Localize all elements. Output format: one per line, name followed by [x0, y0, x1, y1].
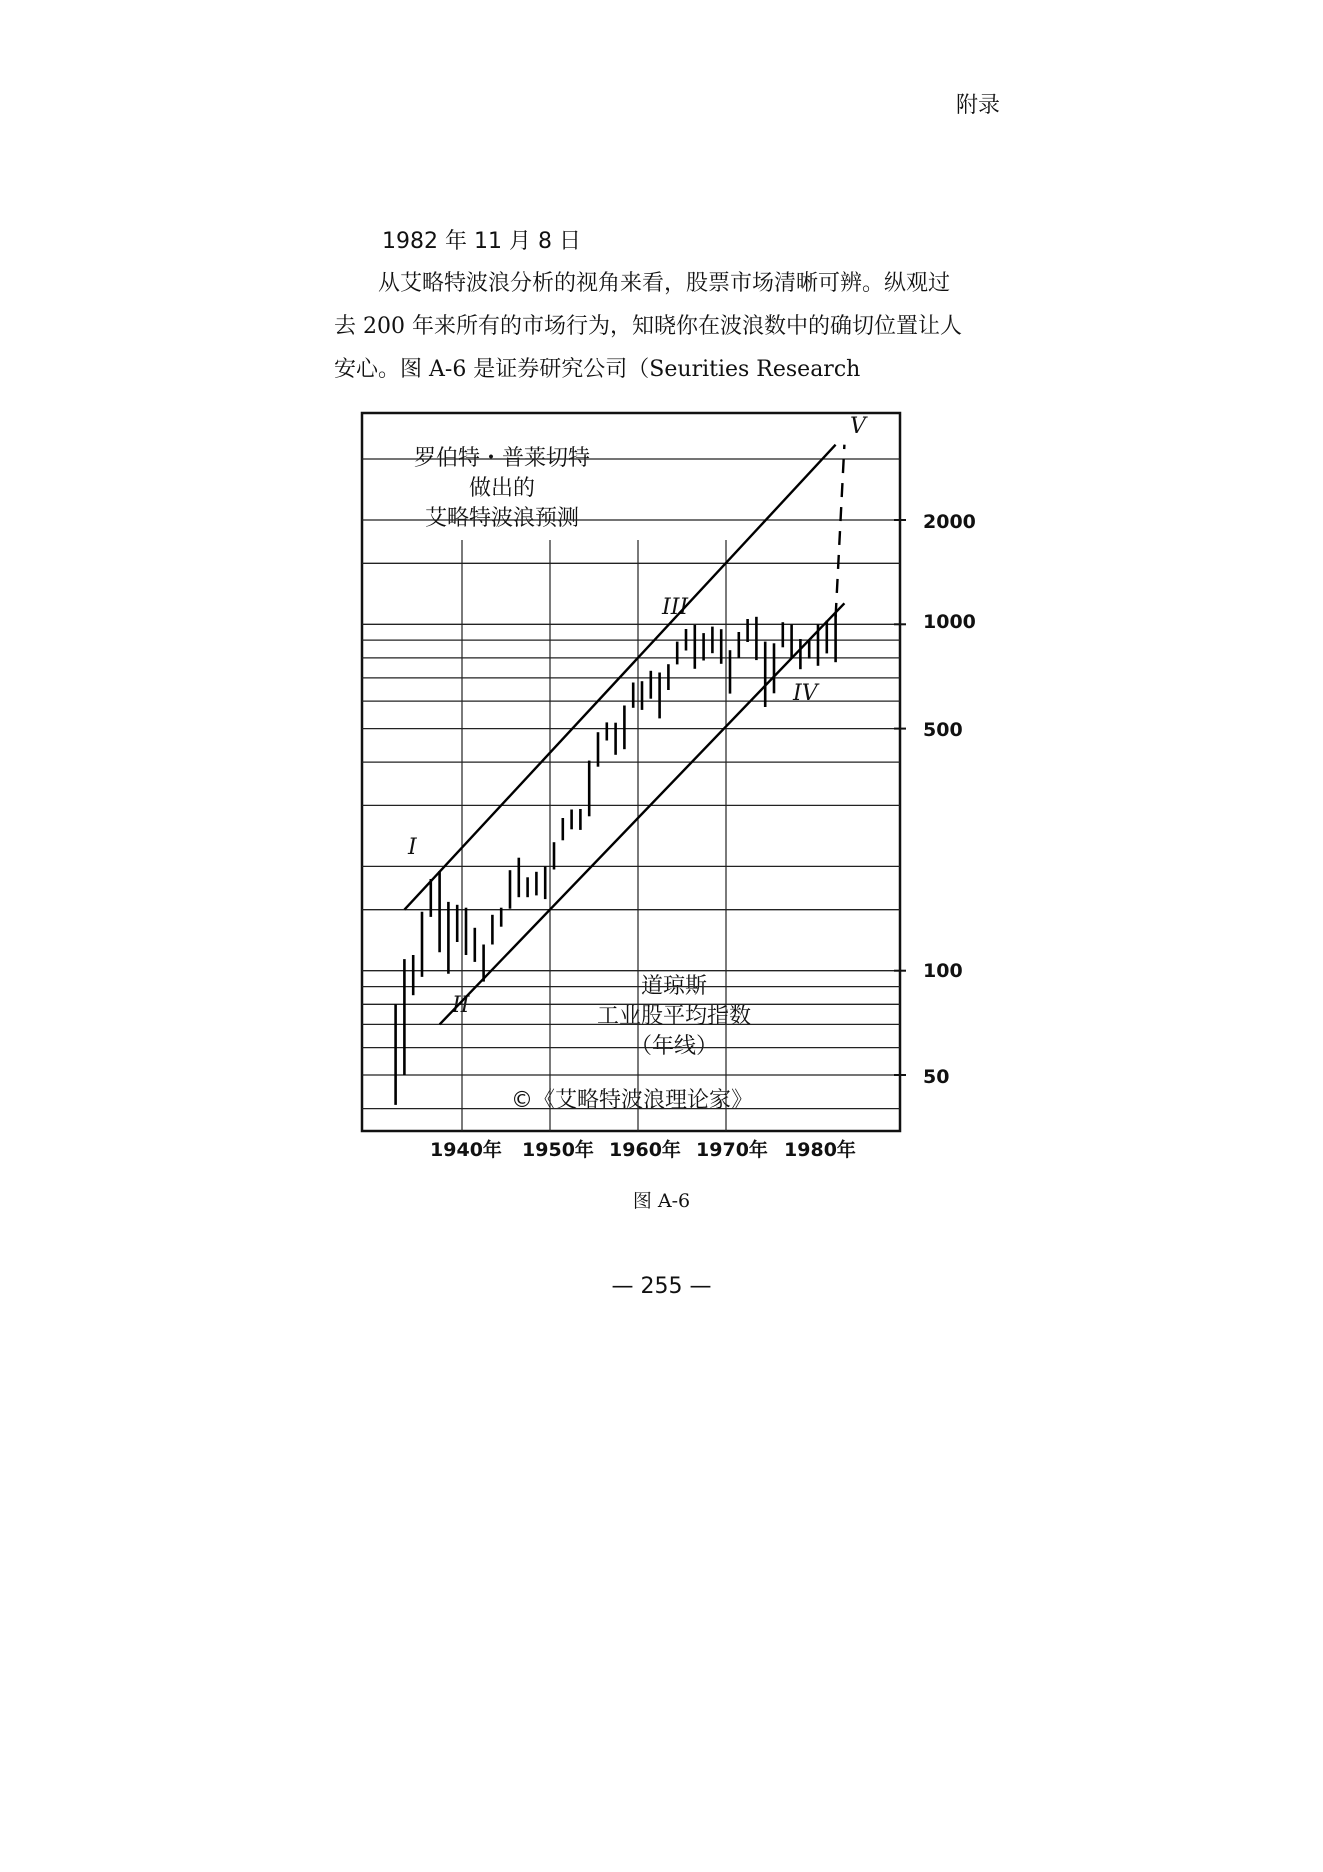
y-tick-500: 500	[923, 719, 963, 741]
page-number: — 255 —	[611, 1274, 712, 1299]
x-tick-1940: 1940年	[430, 1139, 502, 1161]
wave-label-2: II	[452, 993, 470, 1018]
paragraph-line-3: 安心。图 A-6 是证券研究公司（Seurities Research	[334, 357, 861, 382]
wave-label-3: III	[662, 595, 689, 620]
x-tick-1960: 1960年	[609, 1139, 681, 1161]
paragraph-line-2: 去 200 年来所有的市场行为，知晓你在波浪数中的确切位置让人	[334, 314, 962, 339]
wave-label-1: I	[408, 835, 417, 860]
running-header: 附录	[956, 93, 1001, 118]
y-tick-2000: 2000	[923, 511, 976, 533]
y-tick-1000: 1000	[923, 611, 976, 633]
x-tick-1950: 1950年	[522, 1139, 594, 1161]
wave-label-5: V	[850, 414, 866, 439]
x-tick-1970: 1970年	[696, 1139, 768, 1161]
index-label-line-1: 道琼斯	[640, 974, 708, 999]
y-tick-100: 100	[923, 960, 963, 982]
figure-a6	[350, 400, 980, 1174]
chart-title-line-2: 做出的	[468, 476, 536, 501]
x-tick-1980: 1980年	[784, 1139, 856, 1161]
chart-title-line-3: 艾略特波浪预测	[424, 506, 580, 531]
dow-jones-elliott-wave-chart	[350, 400, 980, 1170]
copyright-text: ©《艾略特波浪理论家》	[510, 1088, 754, 1113]
body-paragraph	[334, 262, 1000, 391]
projected-wave-v-line	[836, 445, 845, 617]
y-tick-50: 50	[923, 1066, 950, 1088]
chart-title-line-1: 罗伯特・普莱切特	[413, 446, 591, 471]
index-label-line-3: （年线）	[629, 1034, 719, 1059]
index-label-line-2: 工业股平均指数	[596, 1004, 752, 1029]
paragraph-line-1: 从艾略特波浪分析的视角来看，股票市场清晰可辨。纵观过	[378, 271, 951, 296]
section-date: 1982 年 11 月 8 日	[382, 229, 581, 254]
figure-caption: 图 A-6	[632, 1190, 691, 1212]
wave-label-4: IV	[793, 681, 818, 706]
